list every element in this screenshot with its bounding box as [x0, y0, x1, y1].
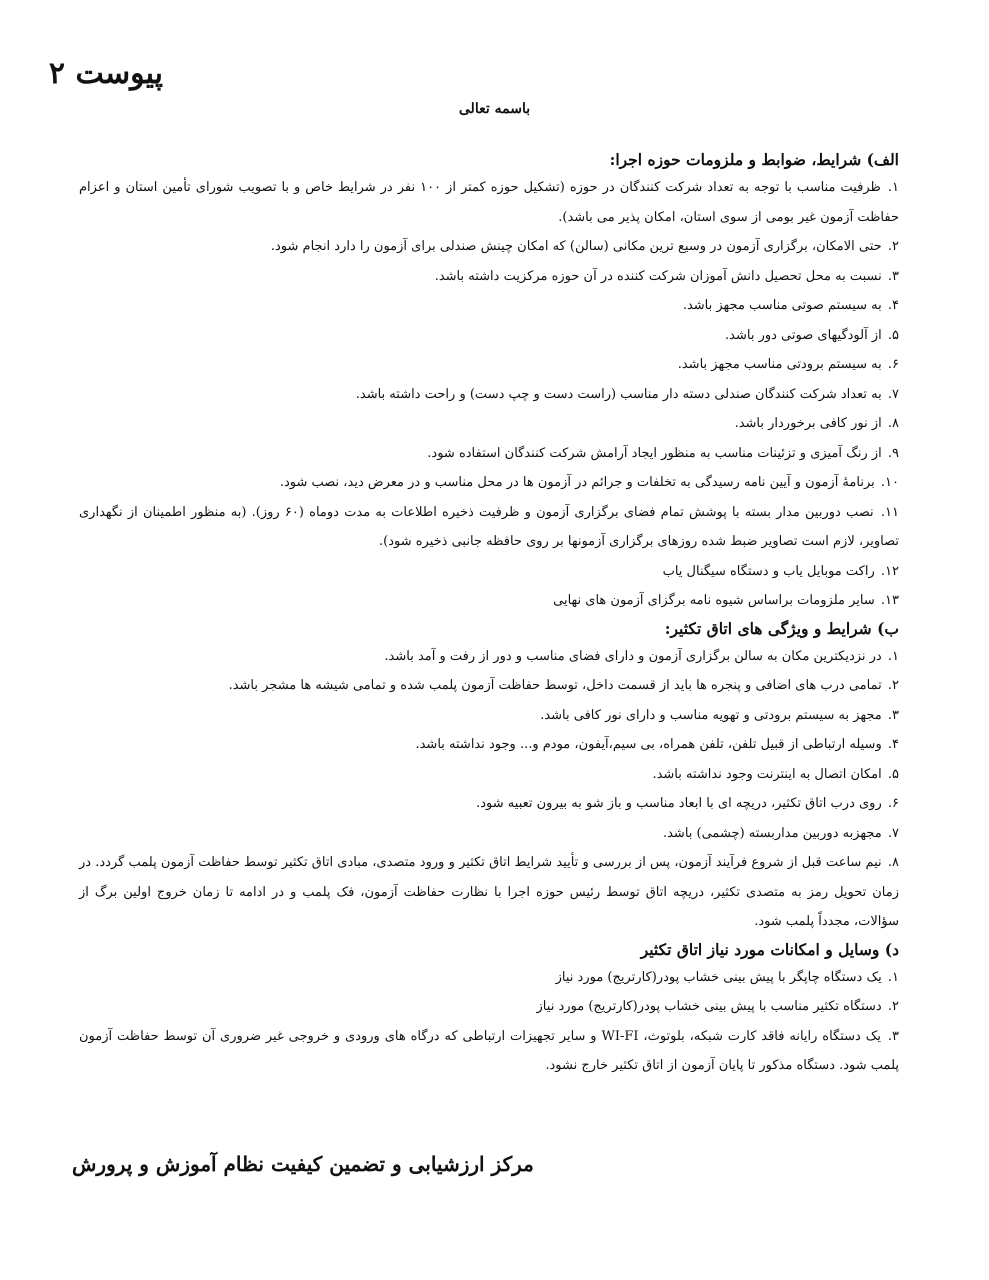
- item-text: امکان اتصال به اینترنت وجود نداشته باشد.: [652, 766, 882, 782]
- item-text: یک دستگاه چاپگر با پیش بینی خشاب پودر(کارتریج) مورد نیاز: [555, 969, 882, 985]
- list-item: [79, 409, 899, 439]
- item-number: ۲.: [887, 999, 899, 1014]
- item-number: ۱۱.: [880, 504, 900, 520]
- footer-organization: مرکز ارزشیابی و تضمین کیفیت نظام آموزش و پرورش: [72, 1152, 534, 1176]
- item-text: حتی الامکان، برگزاری آزمون در وسیع ترین مکانی (سالن) که امکان چینش صندلی برای آزمون را دارد انجام شود.: [270, 239, 882, 254]
- item-text: وسیله ارتباطی از قبیل تلفن، تلفن همراه، بی سیم،آیفون، مودم و... وجود نداشته باشد.: [415, 737, 882, 752]
- item-number: ۹.: [887, 445, 899, 461]
- item-number: ۵.: [887, 327, 899, 343]
- list-item: [79, 730, 899, 760]
- item-number: ۱.: [887, 648, 899, 664]
- item-number: ۳.: [887, 268, 899, 284]
- item-number: ۱.: [887, 180, 899, 195]
- list-item: [79, 291, 899, 321]
- item-number: ۸.: [887, 855, 899, 870]
- item-number: ۱۲.: [880, 563, 899, 579]
- page-title: پیوست ۲: [48, 56, 163, 91]
- list-item: [79, 760, 899, 790]
- list-item: [79, 232, 899, 262]
- list-item: [79, 671, 899, 701]
- item-text: مجهز به سیستم برودتی و تهویه مناسب و دارای نور کافی باشد.: [540, 707, 882, 723]
- item-text: به تعداد شرکت کنندگان صندلی دسته دار مناسب (راست دست و چپ دست) و راحت داشته باشد.: [355, 386, 882, 402]
- list-item: [79, 701, 899, 731]
- list-item: [79, 586, 899, 616]
- item-text: راکت موبایل یاب و دستگاه سیگنال یاب: [662, 563, 875, 579]
- item-number: ۵.: [887, 766, 899, 782]
- list-item: [79, 321, 899, 351]
- item-text: به سیستم برودتی مناسب مجهز باشد.: [677, 357, 882, 372]
- item-number: ۸.: [887, 416, 899, 431]
- item-text: نسبت به محل تحصیل دانش آموزان شرکت کننده در آن حوزه مرکزیت داشته باشد.: [434, 268, 882, 284]
- list-item: [79, 819, 899, 849]
- list-item: [79, 262, 899, 292]
- item-text: ظرفیت مناسب با توجه به تعداد شرکت کنندگان در حوزه (تشکیل حوزه کمتر از ۱۰۰ نفر در شرایط خاص و با تصویب شورای تأمین استان و اعزام حفاظت آزمون غیر بومی از سوی استان، امکان پذیر می باشد).: [79, 180, 899, 225]
- list-item: [79, 173, 899, 232]
- section-heading: د) وسایل و امکانات مورد نیاز اتاق تکثیر: [640, 939, 899, 959]
- item-number: ۶.: [887, 796, 899, 811]
- item-text: از رنگ آمیزی و تزئینات مناسب به منظور ایجاد آرامش شرکت کنندگان استفاده شود.: [427, 445, 882, 461]
- item-text: دستگاه تکثیر مناسب با پیش بینی خشاب پودر(کارتریج) مورد نیاز: [536, 999, 882, 1014]
- list-item: [79, 439, 899, 469]
- item-text: به سیستم صوتی مناسب مجهز باشد.: [682, 298, 882, 313]
- list-item: [79, 350, 899, 380]
- item-number: ۷.: [887, 386, 899, 402]
- list-item: [79, 992, 899, 1022]
- list-item: [79, 380, 899, 410]
- item-text: سایر ملزومات براساس شیوه نامه برگزای آزمون های نهایی: [553, 593, 875, 608]
- item-text: در نزدیکترین مکان به سالن برگزاری آزمون و دارای فضای مناسب و دور از رفت و آمد باشد.: [384, 648, 882, 664]
- list-item: [79, 963, 899, 993]
- item-text: نصب دوربین مدار بسته با پوشش تمام فضای برگزاری آزمون و ظرفیت ذخیره اطلاعات به مدت دوماه (۶۰ روز). (به منظور اطمینان از نگهداری تصاویر، لازم است تصاویر ضبط شده روزهای برگزاری آزمونها بر روی حافظه جانبی ذخیره شود).: [79, 504, 899, 549]
- item-text: روی درب اتاق تکثیر، دریچه ای با ابعاد مناسب و باز شو به بیرون تعبیه شود.: [476, 796, 882, 811]
- item-number: ۱۳.: [880, 593, 899, 608]
- item-number: ۶.: [887, 357, 899, 372]
- item-number: ۴.: [887, 298, 899, 313]
- list-item: [79, 848, 899, 937]
- item-text: از آلودگیهای صوتی دور باشد.: [725, 327, 882, 343]
- item-number: ۴.: [887, 737, 899, 752]
- item-text: یک دستگاه رایانه فاقد کارت شبکه، بلوتوث، WI-FI و سایر تجهیزات ارتباطی که درگاه های ورودی و خروجی غیر ضروری آن توسط حفاظت آزمون پلمب شود. دستگاه مذکور تا پایان آزمون از اتاق تکثیر خارج نشود.: [79, 1028, 899, 1073]
- section-heading: الف) شرایط، ضوابط و ملزومات حوزه اجرا:: [609, 150, 899, 169]
- item-number: ۲.: [887, 239, 899, 254]
- item-text: تمامی درب های اضافی و پنجره ها باید از قسمت داخل، توسط حفاظت آزمون پلمب شده و تمامی شیشه ها مشجر باشد.: [228, 678, 882, 693]
- item-number: ۷.: [887, 825, 899, 841]
- item-number: ۱.: [887, 969, 899, 985]
- item-text: از نور کافی برخوردار باشد.: [734, 416, 882, 431]
- list-item: [79, 557, 899, 587]
- section-heading: ب) شرایط و ویژگی های اتاق تکثیر:: [664, 618, 899, 638]
- list-item: [79, 468, 899, 498]
- item-text: نیم ساعت قبل از شروع فرآیند آزمون، پس از بررسی و تأیید شرایط اتاق تکثیر و ورود متصدی، مبادی اتاق تکثیر توسط حفاظت آزمون پلمب گردد. در زمان تحویل رمز به متصدی تکثیر، دریچه اتاق توسط رئیس حوزه اجرا با نظارت حفاظت آزمون، فک پلمب و در ادامه تا زمان خروج اولین برگ از سؤالات، مجدداً پلمب شود.: [79, 855, 899, 929]
- document-body: [79, 147, 899, 1081]
- item-text: برنامهٔ آزمون و آیین نامه رسیدگی به تخلفات و جرائم در آزمون ها در محل مناسب و در معرض دید، نصب شود.: [279, 475, 875, 490]
- salutation: باسمه تعالی: [458, 101, 531, 117]
- item-number: ۳.: [887, 1028, 899, 1044]
- item-text: مجهزبه دوربین مداربسته (چشمی) باشد.: [662, 825, 882, 841]
- item-number: ۱۰.: [880, 475, 899, 490]
- list-item: [79, 1022, 899, 1081]
- list-item: [79, 498, 899, 557]
- list-item: [79, 642, 899, 672]
- item-number: ۲.: [887, 678, 899, 693]
- item-number: ۳.: [887, 707, 899, 723]
- list-item: [79, 789, 899, 819]
